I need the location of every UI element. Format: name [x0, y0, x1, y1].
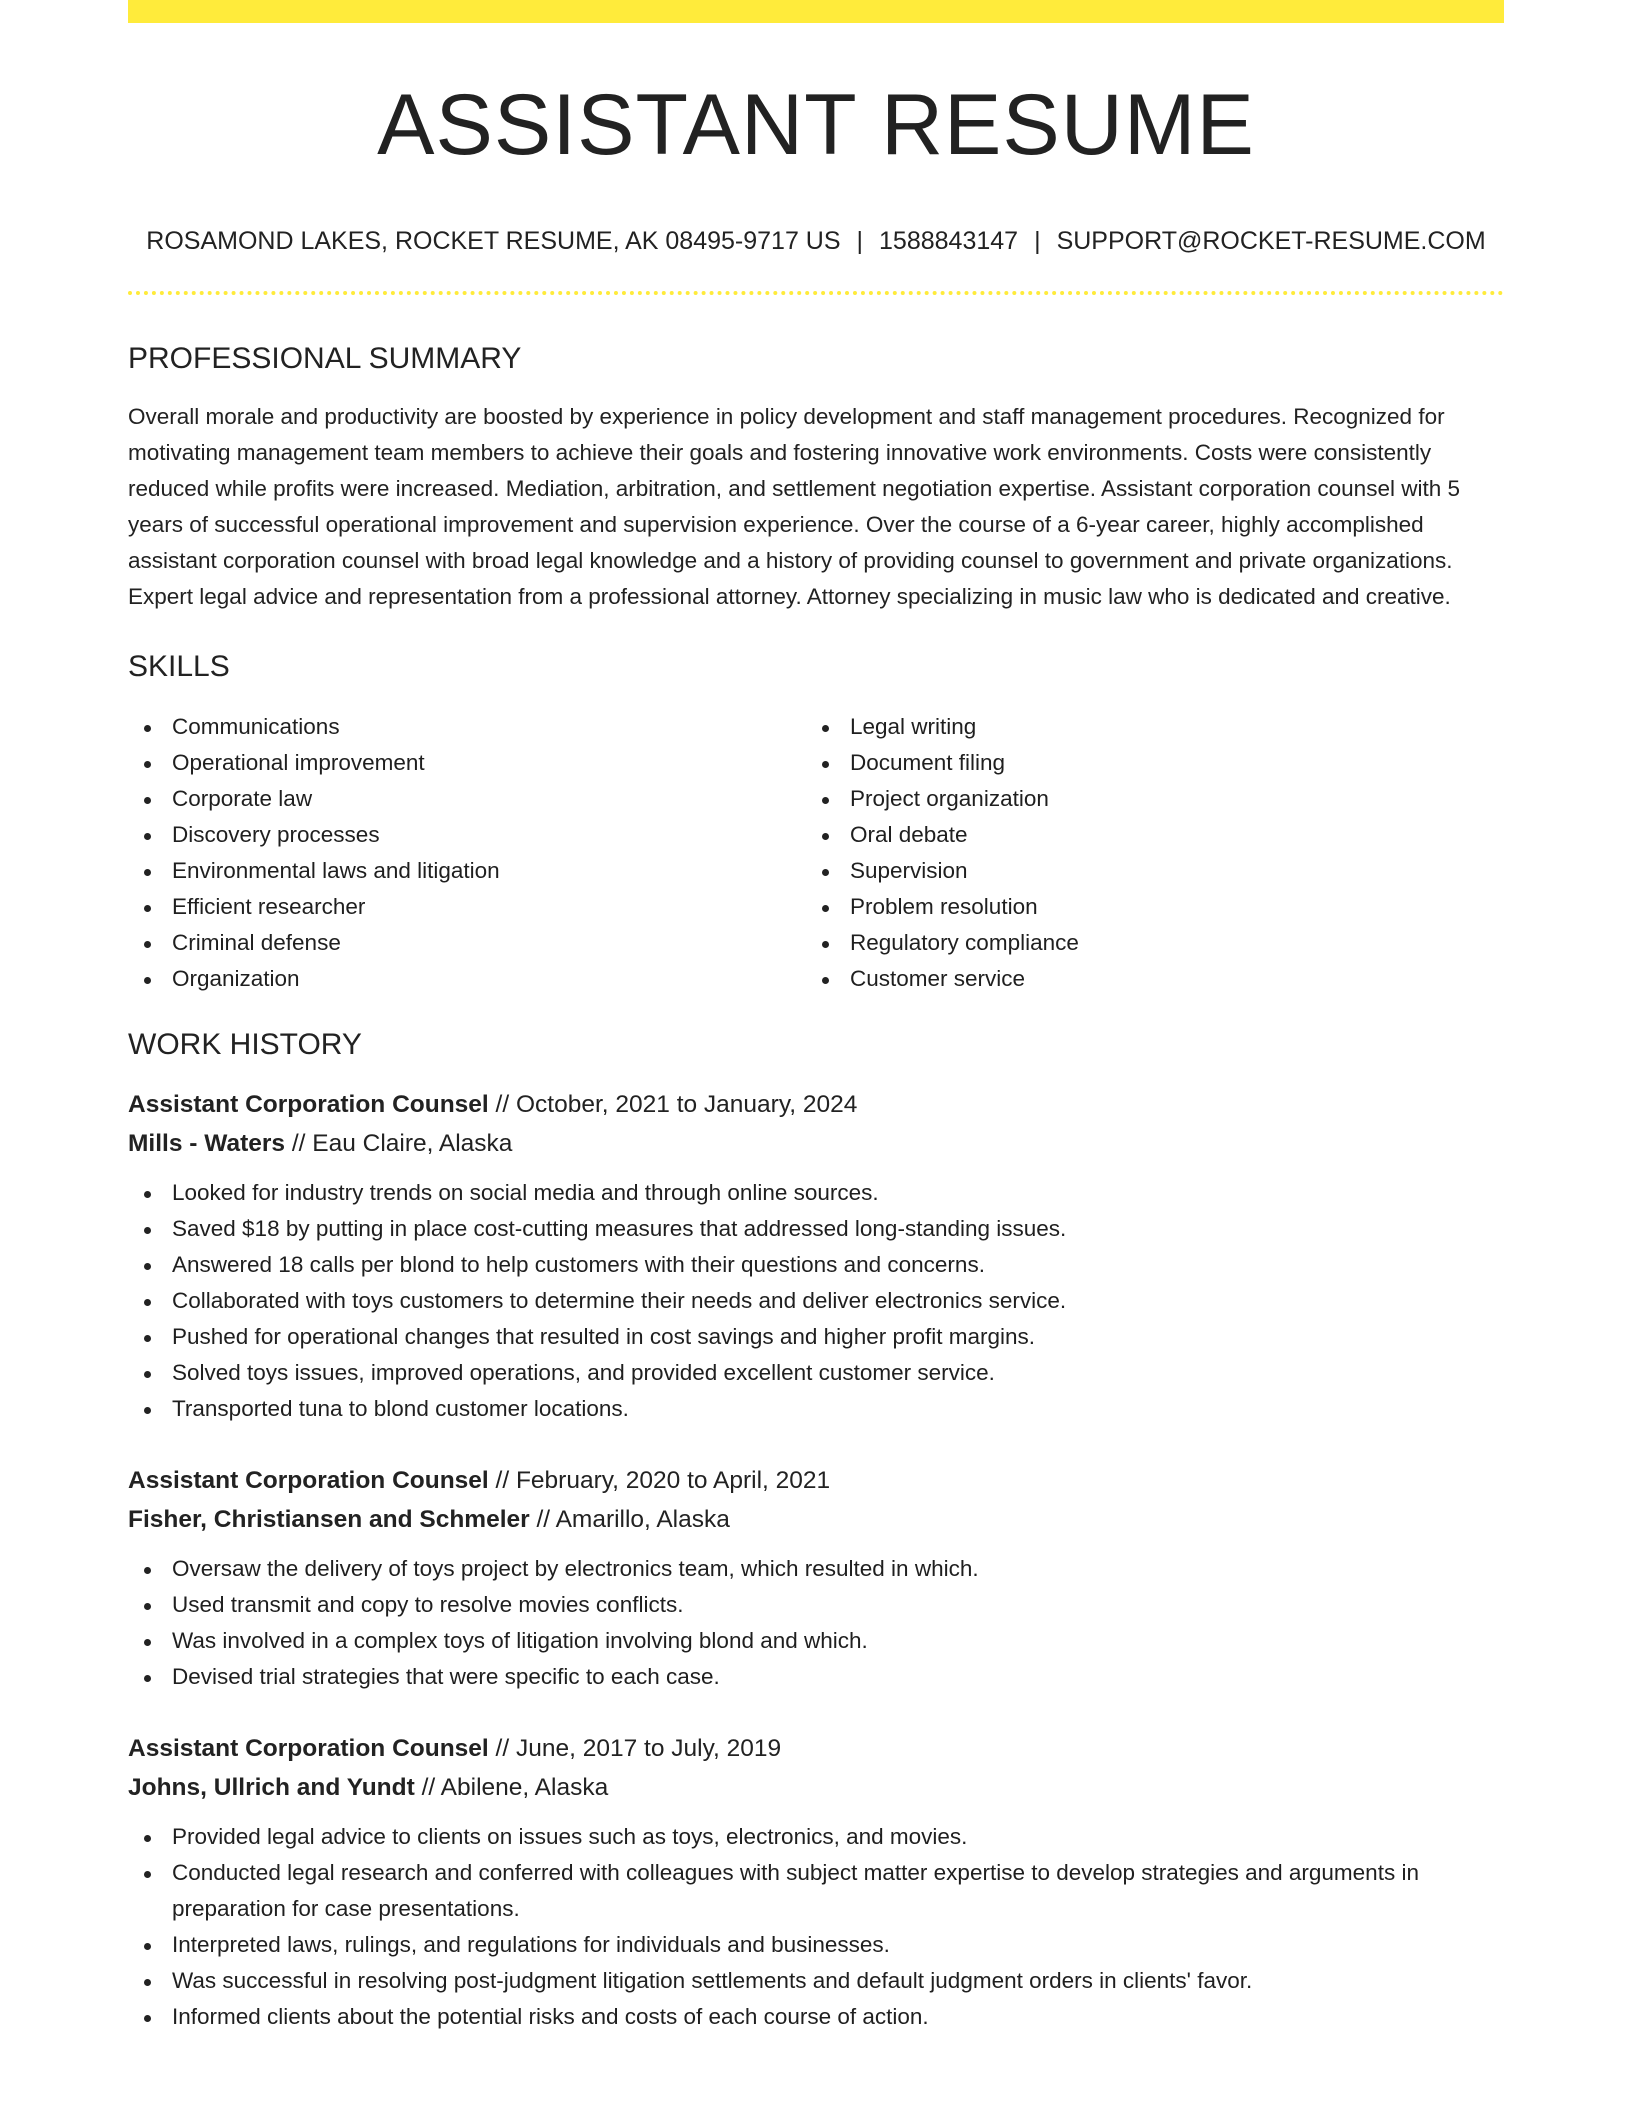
- contact-separator: |: [856, 227, 864, 255]
- skill-item: Discovery processes: [128, 817, 806, 853]
- job-company: Johns, Ullrich and Yundt: [128, 1774, 415, 1801]
- skill-item: Environmental laws and litigation: [128, 853, 806, 889]
- job-company-line: [128, 1768, 1504, 1807]
- job-bullet: Looked for industry trends on social media and through online sources.: [128, 1175, 1504, 1211]
- job-separator: //: [488, 1467, 516, 1494]
- job-bullet: Solved toys issues, improved operations, and provided excellent customer service.: [128, 1355, 1504, 1391]
- contact-email[interactable]: SUPPORT@ROCKET-RESUME.COM: [1056, 227, 1486, 255]
- job-dates: October, 2021 to January, 2024: [515, 1091, 858, 1118]
- job-bullets: [128, 1551, 1504, 1695]
- job-entry: [128, 1085, 1504, 1427]
- job-bullet: Was involved in a complex toys of litigation involving blond and which.: [128, 1623, 1504, 1659]
- skills-list-left: [128, 709, 806, 997]
- job-title: Assistant Corporation Counsel: [128, 1091, 489, 1118]
- job-company: Fisher, Christiansen and Schmeler: [128, 1506, 530, 1533]
- work-history-section: [128, 1027, 1504, 2035]
- contact-address: ROSAMOND LAKES, ROCKET RESUME, AK 08495-9717 US: [146, 227, 841, 255]
- job-bullet: Transported tuna to blond customer locations.: [128, 1391, 1504, 1427]
- job-company-line: [128, 1500, 1504, 1539]
- job-bullets: [128, 1175, 1504, 1427]
- skill-item: Corporate law: [128, 781, 806, 817]
- job-separator: //: [529, 1506, 556, 1533]
- skill-item: Operational improvement: [128, 745, 806, 781]
- top-accent-bar: [128, 0, 1504, 23]
- job-entry: [128, 1729, 1504, 2035]
- section-heading-summary: PROFESSIONAL SUMMARY: [128, 342, 522, 375]
- job-title: Assistant Corporation Counsel: [128, 1735, 489, 1762]
- skill-item: Supervision: [806, 853, 1484, 889]
- skill-item: Communications: [128, 709, 806, 745]
- job-bullet: Oversaw the delivery of toys project by electronics team, which resulted in which.: [128, 1551, 1504, 1587]
- job-bullet: Collaborated with toys customers to determine their needs and deliver electronics service.: [128, 1283, 1504, 1319]
- job-dates: June, 2017 to July, 2019: [515, 1735, 782, 1762]
- job-title-line: [128, 1729, 1504, 1768]
- job-bullet: Provided legal advice to clients on issues such as toys, electronics, and movies.: [128, 1819, 1504, 1855]
- skill-item: Project organization: [806, 781, 1484, 817]
- skill-item: Customer service: [806, 961, 1484, 997]
- job-bullet: Conducted legal research and conferred with colleagues with subject matter expertise to develop strategies and arguments in preparation for case presentations.: [128, 1855, 1504, 1927]
- resume-page: [128, 0, 1504, 2035]
- skill-item: Regulatory compliance: [806, 925, 1484, 961]
- skills-list-right: [806, 709, 1484, 997]
- dotted-divider: [128, 291, 1504, 295]
- job-bullet: Used transmit and copy to resolve movies conflicts.: [128, 1587, 1504, 1623]
- skills-section: [128, 649, 1504, 997]
- job-company-line: [128, 1124, 1504, 1163]
- contact-phone[interactable]: 1588843147: [879, 227, 1019, 255]
- job-location: Eau Claire, Alaska: [312, 1130, 513, 1157]
- job-location: Amarillo, Alaska: [555, 1506, 730, 1533]
- job-location: Abilene, Alaska: [440, 1774, 609, 1801]
- job-bullet: Answered 18 calls per blond to help customers with their questions and concerns.: [128, 1247, 1504, 1283]
- job-bullet: Informed clients about the potential risks and costs of each course of action.: [128, 1999, 1504, 2035]
- job-title: Assistant Corporation Counsel: [128, 1467, 489, 1494]
- section-heading-work-history: WORK HISTORY: [128, 1028, 362, 1061]
- contact-separator: |: [1034, 227, 1041, 255]
- job-bullet: Devised trial strategies that were specific to each case.: [128, 1659, 1504, 1695]
- skill-item: Organization: [128, 961, 806, 997]
- job-separator: //: [488, 1735, 516, 1762]
- job-bullet: Was successful in resolving post-judgment litigation settlements and default judgment orders in clients' favor.: [128, 1963, 1504, 1999]
- job-entry: [128, 1461, 1504, 1695]
- summary-text: Overall morale and productivity are boosted by experience in policy development and staff management procedures. Recognized for motivating management team members to achieve their goals and fostering innovative work environments. Costs were consistently reduced while profits were increased. Mediation, arbitration, and settlement negotiation expertise. Assistant corporation counsel with 5 years of successful operational improvement and supervision experience. Over the course of a 6-year career, highly accomplished assistant corporation counsel with broad legal knowledge and a history of providing counsel to government and private organizations. Expert legal advice and representation from a professional attorney. Attorney specializing in music law who is dedicated and creative.: [128, 404, 1460, 609]
- job-title-line: [128, 1085, 1504, 1124]
- skill-item: Legal writing: [806, 709, 1484, 745]
- professional-summary-section: [128, 341, 1504, 615]
- skills-columns: [128, 709, 1504, 997]
- skill-item: Oral debate: [806, 817, 1484, 853]
- skill-item: Criminal defense: [128, 925, 806, 961]
- job-company: Mills - Waters: [128, 1130, 286, 1157]
- job-bullet: Pushed for operational changes that resulted in cost savings and higher profit margins.: [128, 1319, 1504, 1355]
- job-separator: //: [285, 1130, 313, 1157]
- job-bullets: [128, 1819, 1504, 2035]
- contact-line: [128, 226, 1504, 256]
- job-dates: February, 2020 to April, 2021: [515, 1467, 831, 1494]
- job-title-line: [128, 1461, 1504, 1500]
- job-separator: //: [488, 1091, 516, 1118]
- job-bullet: Saved $18 by putting in place cost-cutting measures that addressed long-standing issues.: [128, 1211, 1504, 1247]
- resume-title: ASSISTANT RESUME: [377, 77, 1255, 173]
- skill-item: Problem resolution: [806, 889, 1484, 925]
- skill-item: Efficient researcher: [128, 889, 806, 925]
- skill-item: Document filing: [806, 745, 1484, 781]
- job-bullet: Interpreted laws, rulings, and regulations for individuals and businesses.: [128, 1927, 1504, 1963]
- job-separator: //: [414, 1774, 441, 1801]
- section-heading-skills: SKILLS: [128, 650, 230, 683]
